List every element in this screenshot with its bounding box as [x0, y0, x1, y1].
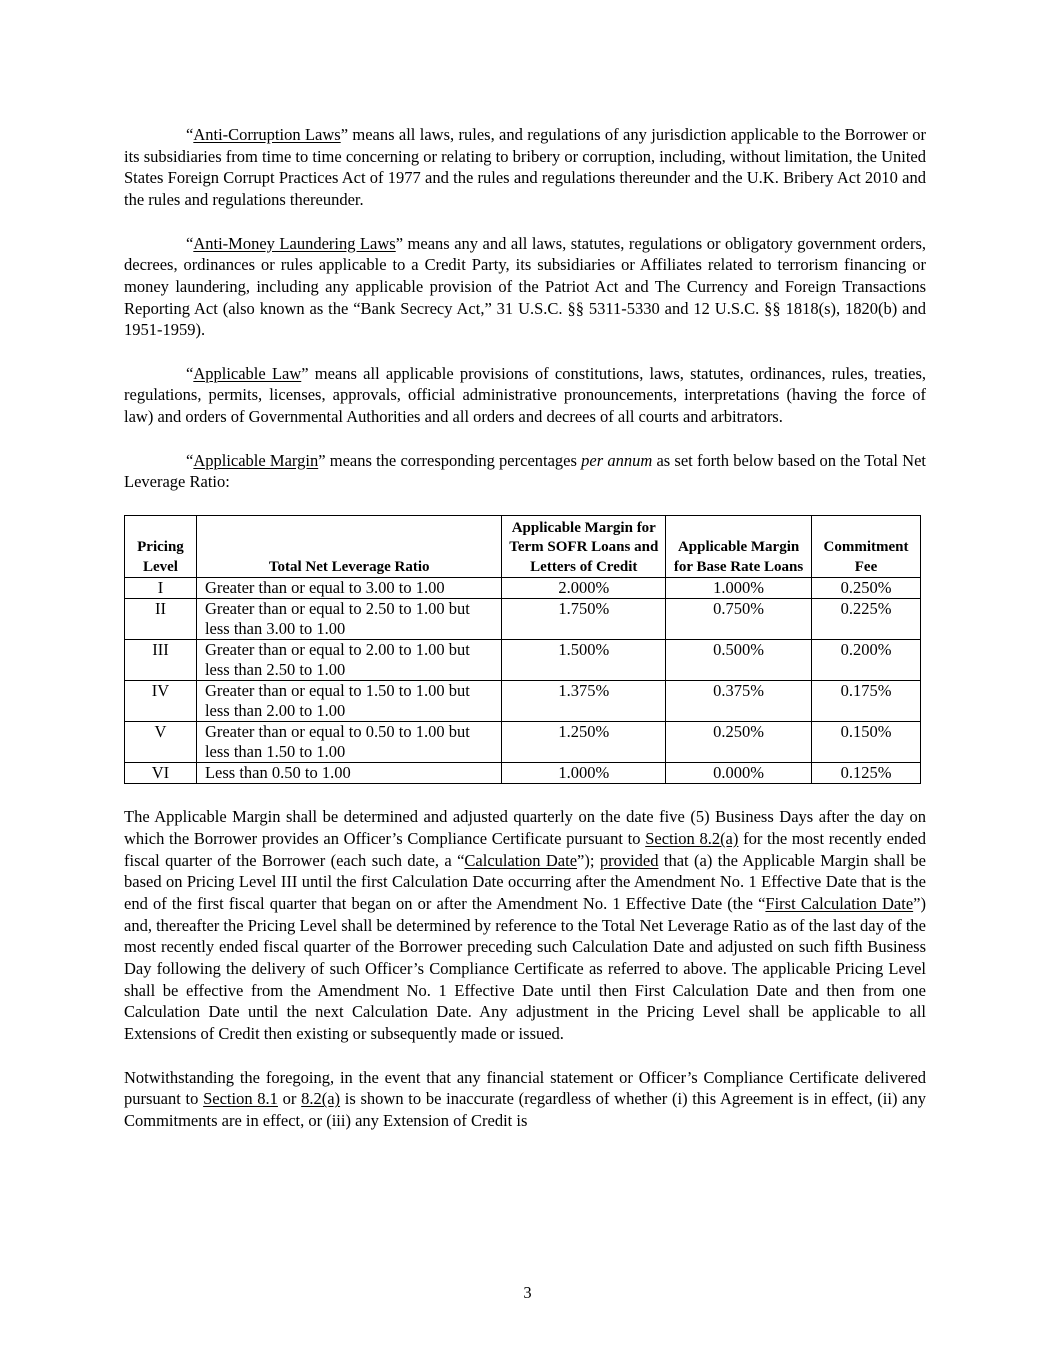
table-row [125, 763, 921, 784]
commitment-fee-cell: 0.175% [812, 681, 921, 722]
sofr-margin-cell: 1.000% [502, 763, 666, 784]
pricing-level-cell: IV [125, 681, 197, 722]
sofr-margin-cell: 1.500% [502, 640, 666, 681]
table-header-row [125, 515, 921, 578]
commitment-fee-cell: 0.200% [812, 640, 921, 681]
table-row [125, 578, 921, 599]
ratio-cell: Greater than or equal to 0.50 to 1.00 but less than 1.50 to 1.00 [196, 722, 501, 763]
definition-applicable-law: “Applicable Law” means all applicable provisions of constitutions, laws, statutes, ordinances, rules, treaties, regulations, permits, licenses, approvals, official administrative pronouncements, interpretations (having the force of law) and orders of Governmental Authorities and all orders and decrees of all courts and arbitrators. [124, 363, 926, 427]
page-number: 3 [523, 1283, 532, 1302]
definition-applicable-margin: “Applicable Margin” means the corresponding percentages per annum as set forth below based on the Total Net Leverage Ratio: [124, 450, 926, 492]
defined-term: First Calculation Date [765, 893, 914, 913]
pricing-level-cell: III [125, 640, 197, 681]
pricing-level-cell: V [125, 722, 197, 763]
base-rate-margin-cell: 0.250% [666, 722, 812, 763]
sofr-margin-cell: 1.250% [502, 722, 666, 763]
defined-term: Applicable Margin [193, 450, 319, 470]
ratio-cell: Greater than or equal to 1.50 to 1.00 but less than 2.00 to 1.00 [196, 681, 501, 722]
defined-term: Calculation Date [464, 850, 578, 870]
base-rate-margin-cell: 0.375% [666, 681, 812, 722]
table-row [125, 599, 921, 640]
section-reference: Section 8.2(a) [645, 828, 739, 848]
paragraph-notwithstanding: Notwithstanding the foregoing, in the event that any financial statement or Officer’s Compliance Certificate delivered pursuant to Section 8.1 or 8.2(a) is shown to be inaccurate (regardless of whether (i) this Agreement is in effect, (ii) any Commitments are in effect, or (iii) any Extension of Credit is [124, 1067, 926, 1130]
definition-anti-corruption-laws: “Anti-Corruption Laws” means all laws, rules, and regulations of any jurisdiction applicable to the Borrower or its subsidiaries from time to time concerning or relating to bribery or corruption, including, without limitation, the United States Foreign Corrupt Practices Act of 1977 and the rules and regulations thereunder and the U.K. Bribery Act 2010 and the rules and regulations thereunder. [124, 125, 927, 210]
header-margin-term-sofr: Applicable Margin for Term SOFR Loans and Letters of Credit [502, 515, 666, 578]
commitment-fee-cell: 0.150% [812, 722, 921, 763]
commitment-fee-cell: 0.250% [812, 578, 921, 599]
header-margin-base-rate: Applicable Margin for Base Rate Loans [666, 515, 812, 578]
table-row [125, 722, 921, 763]
base-rate-margin-cell: 0.750% [666, 599, 812, 640]
header-total-net-leverage-ratio: Total Net Leverage Ratio [196, 515, 501, 578]
ratio-cell: Greater than or equal to 2.50 to 1.00 but less than 3.00 to 1.00 [196, 599, 501, 640]
sofr-margin-cell: 1.375% [502, 681, 666, 722]
proviso-term: provided [599, 850, 659, 870]
sofr-margin-cell: 1.750% [502, 599, 666, 640]
sofr-margin-cell: 2.000% [502, 578, 666, 599]
base-rate-margin-cell: 1.000% [666, 578, 812, 599]
document-page [124, 124, 926, 1132]
definition-anti-money-laundering-laws: “Anti-Money Laundering Laws” means any and all laws, statutes, regulations or obligatory government orders, decrees, ordinances or rules applicable to a Credit Party, its subsidiaries or Affiliates related to terrorism financing or money laundering, including any applicable provision of the Patriot Act and The Currency and Foreign Transactions Reporting Act (also known as the “Bank Secrecy Act,” 31 U.S.C. §§ 5311-5330 and 12 U.S.C. §§ 1818(s), 1820(b) and 1951-1959). [124, 233, 926, 340]
pricing-level-cell: II [125, 599, 197, 640]
ratio-cell: Greater than or equal to 3.00 to 1.00 [196, 578, 501, 599]
defined-term: Anti-Money Laundering Laws [193, 233, 396, 253]
paragraph-margin-determination: The Applicable Margin shall be determined and adjusted quarterly on the date five (5) Business Days after the day on which the Borrower provides an Officer’s Compliance Certificate pursuant to Section 8.2(a) for the most recently ended fiscal quarter of the Borrower (each such date, a “Calculation Date”); provided that (a) the Applicable Margin shall be based on Pricing Level III until the first Calculation Date occurring after the Amendment No. 1 Effective Date that is the end of the first fiscal quarter that began on or after the Amendment No. 1 Effective Date (the “First Calculation Date”) and, thereafter the Pricing Level shall be determined by reference to the Total Net Leverage Ratio as of the last day of the most recently ended fiscal quarter of the Borrower preceding such Calculation Date and adjusted on such fifth Business Day following the delivery of such Officer’s Compliance Certificate as referred to above. The applicable Pricing Level shall be effective from the Amendment No. 1 Effective Date until then First Calculation Date and then from one Calculation Date until the next Calculation Date. Any adjustment in the Pricing Level shall be applicable to all Extensions of Credit then existing or subsequently made or issued. [124, 807, 927, 1044]
base-rate-margin-cell: 0.000% [666, 763, 812, 784]
base-rate-margin-cell: 0.500% [666, 640, 812, 681]
pricing-level-cell: I [125, 578, 197, 599]
ratio-cell: Greater than or equal to 2.00 to 1.00 but less than 2.50 to 1.00 [196, 640, 501, 681]
header-commitment-fee: Commitment Fee [812, 515, 921, 578]
commitment-fee-cell: 0.225% [812, 599, 921, 640]
defined-term: Applicable Law [193, 363, 302, 383]
ratio-cell: Less than 0.50 to 1.00 [196, 763, 501, 784]
section-reference: Section 8.1 [203, 1089, 278, 1109]
applicable-margin-table [124, 515, 921, 785]
table-row [125, 640, 921, 681]
pricing-level-cell: VI [125, 763, 197, 784]
table-row [125, 681, 921, 722]
section-reference: 8.2(a) [301, 1089, 341, 1109]
commitment-fee-cell: 0.125% [812, 763, 921, 784]
defined-term: Anti-Corruption Laws [193, 125, 341, 144]
header-pricing-level: Pricing Level [125, 515, 197, 578]
